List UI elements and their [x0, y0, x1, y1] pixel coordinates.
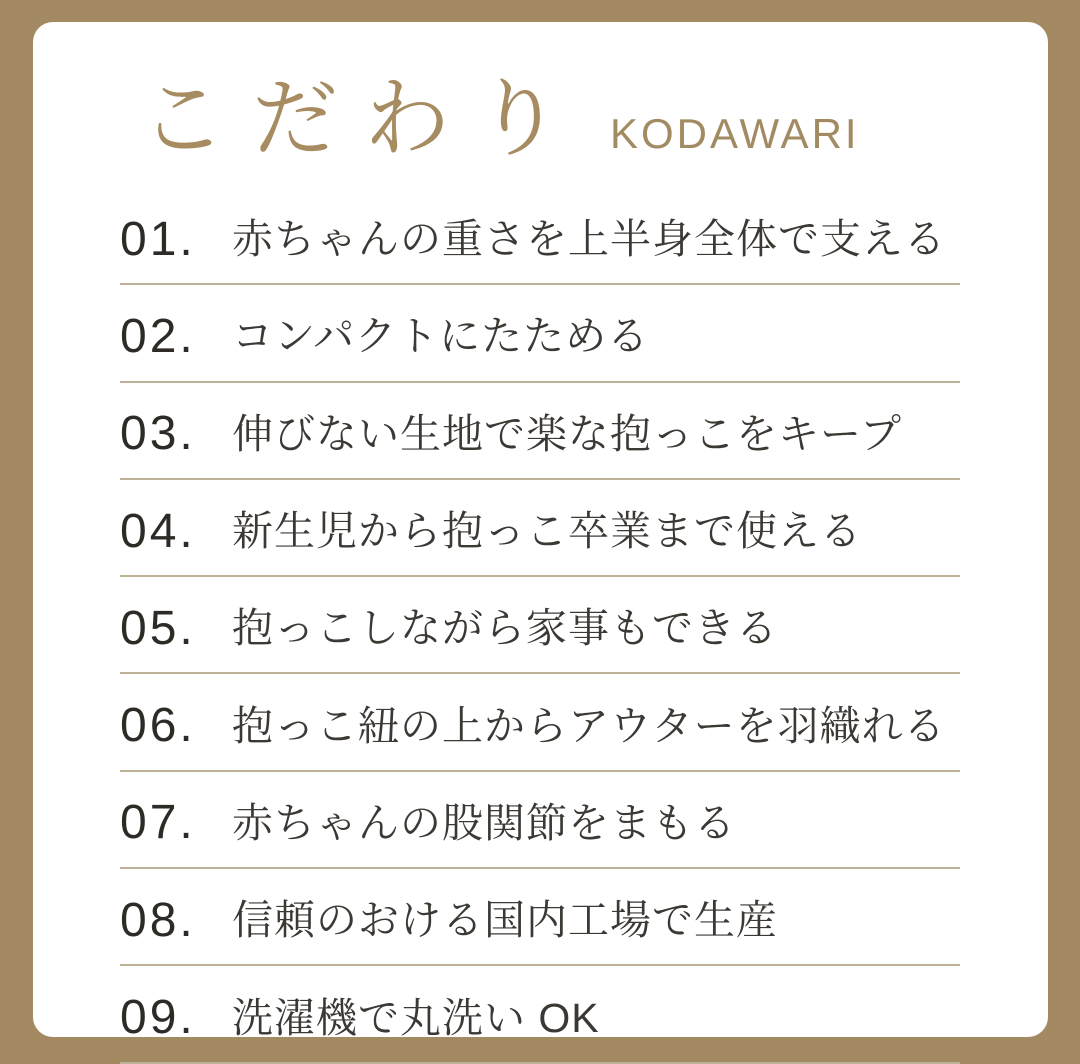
item-number: 06.	[120, 699, 196, 753]
item-number: 09.	[120, 991, 196, 1045]
item-text: 抱っこ紐の上からアウターを羽織れる	[232, 702, 946, 749]
item-number: 04.	[120, 504, 196, 558]
item-text: 赤ちゃんの股関節をまもる	[232, 799, 736, 846]
item-number: 05.	[120, 601, 196, 655]
feature-list	[120, 188, 960, 1064]
list-item	[120, 383, 960, 480]
list-item	[120, 674, 960, 771]
item-text: コンパクトにたためる	[232, 313, 650, 360]
list-item	[120, 577, 960, 674]
page-subtitle: KODAWARI	[610, 110, 860, 157]
item-text: 新生児から抱っこ卒業まで使える	[232, 508, 862, 555]
list-item	[120, 480, 960, 577]
list-item	[120, 772, 960, 869]
page-header	[140, 70, 860, 169]
list-item	[120, 966, 960, 1063]
item-number: 03.	[120, 407, 196, 461]
item-text: 信頼のおける国内工場で生産	[232, 897, 778, 944]
item-number: 07.	[120, 796, 196, 850]
item-number: 08.	[120, 893, 196, 947]
item-text: 伸びない生地で楽な抱っこをキープ	[232, 410, 902, 457]
item-text: 抱っこしながら家事もできる	[232, 605, 778, 652]
list-item	[120, 285, 960, 382]
content-card	[33, 22, 1048, 1045]
item-number: 01.	[120, 212, 196, 266]
page-title: こだわり	[140, 69, 588, 169]
list-item	[120, 188, 960, 285]
item-number: 02.	[120, 309, 196, 363]
item-text: 赤ちゃんの重さを上半身全体で支える	[232, 216, 946, 263]
item-text: 洗濯機で丸洗い OK	[232, 994, 600, 1041]
list-item	[120, 869, 960, 966]
